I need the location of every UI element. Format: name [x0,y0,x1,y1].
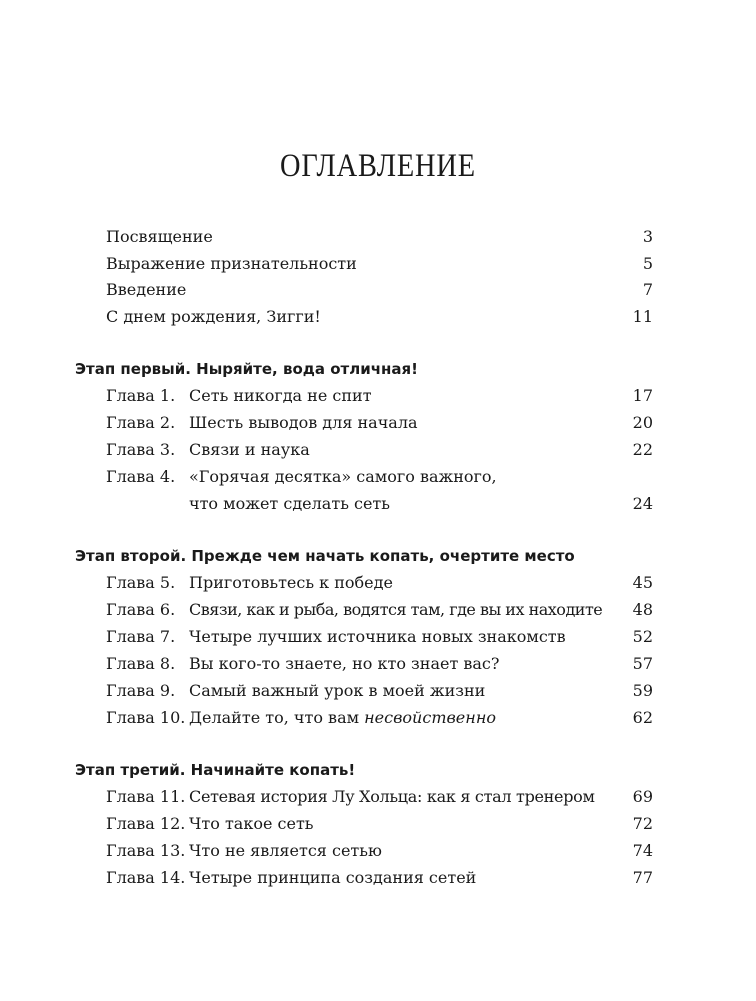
toc-entry-label: Посвящение [106,227,213,246]
toc-entry [0,251,756,277]
toc-chapter-entry-continued [0,491,756,517]
toc-page-number: 77 [632,868,653,887]
toc-chapter-entry [0,570,756,596]
chapter-title [189,705,496,731]
toc-chapter-entry [0,464,756,490]
chapter-number: Глава 8. [106,654,176,673]
chapter-title: Четыре принципа создания сетей [189,868,477,887]
toc-entry-label: Введение [106,280,187,299]
chapter-number: Глава 2. [106,413,176,432]
chapter-number: Глава 9. [106,681,176,700]
chapter-title: Связи, как и рыба, водятся там, где вы их находите [189,600,603,619]
toc-chapter-entry [0,437,756,463]
chapter-number: Глава 1. [106,386,176,405]
chapter-title: Что такое сеть [189,814,314,833]
chapter-number: Глава 7. [106,627,176,646]
chapter-title-italic: несвойственно [364,708,496,727]
chapter-title: Самый важный урок в моей жизни [189,681,486,700]
chapter-title-plain: Делайте то, что вам [189,708,365,727]
toc-page-number: 59 [632,681,653,700]
toc-page-number: 74 [632,841,653,860]
toc-page-number: 24 [632,494,653,513]
toc-page-number: 69 [632,787,653,806]
chapter-title: «Горячая десятка» самого важного, [189,467,497,486]
chapter-number: Глава 4. [106,467,176,486]
chapter-title: Вы кого-то знаете, но кто знает вас? [189,654,500,673]
page-title: ОГЛАВЛЕНИЕ [280,148,476,184]
chapter-number: Глава 5. [106,573,176,592]
chapter-number: Глава 11. [106,787,186,806]
toc-entry-label: С днем рождения, Зигги! [106,307,321,326]
toc-page-number: 20 [632,413,653,432]
part-heading: Этап второй. Прежде чем начать копать, очертите место [75,547,575,565]
chapter-title: Сетевая история Лу Хольца: как я стал тренером [189,787,595,806]
toc-page-number: 11 [632,307,653,326]
toc-page-number: 22 [632,440,653,459]
chapter-number: Глава 12. [106,814,186,833]
toc-chapter-entry [0,811,756,837]
toc-entry [0,277,756,303]
toc-chapter-entry [0,651,756,677]
toc-entry [0,304,756,330]
toc-chapter-entry [0,865,756,891]
toc-page-number: 57 [632,654,653,673]
toc-page-number: 48 [632,600,653,619]
chapter-number: Глава 14. [106,868,186,887]
toc-chapter-entry [0,624,756,650]
part-heading: Этап первый. Ныряйте, вода отличная! [75,360,418,378]
chapter-title-continued: что может сделать сеть [189,494,390,513]
toc-page-number: 45 [632,573,653,592]
part-heading: Этап третий. Начинайте копать! [75,761,356,779]
toc-chapter-entry [0,383,756,409]
toc-page-number: 62 [632,708,653,727]
toc-entry-label: Выражение признательности [106,254,357,273]
toc-page-number: 5 [642,254,653,273]
chapter-number: Глава 6. [106,600,176,619]
chapter-title: Что не является сетью [189,841,382,860]
chapter-title: Приготовьтесь к победе [189,573,393,592]
chapter-title: Связи и наука [189,440,310,459]
toc-chapter-entry [0,838,756,864]
chapter-title: Сеть никогда не спит [189,386,372,405]
toc-chapter-entry [0,410,756,436]
toc-page-number: 3 [642,227,653,246]
toc-page-number: 17 [632,386,653,405]
toc-entry [0,224,756,250]
toc-page-number: 7 [642,280,653,299]
chapter-title: Четыре лучших источника новых знакомств [189,627,566,646]
chapter-number: Глава 3. [106,440,176,459]
chapter-number: Глава 10. [106,708,186,727]
toc-page-number: 72 [632,814,653,833]
toc-chapter-entry [0,678,756,704]
chapter-title: Шесть выводов для начала [189,413,418,432]
toc-page-number: 52 [632,627,653,646]
toc-chapter-entry [0,705,756,731]
chapter-number: Глава 13. [106,841,186,860]
toc-chapter-entry [0,784,756,810]
toc-chapter-entry [0,597,756,623]
